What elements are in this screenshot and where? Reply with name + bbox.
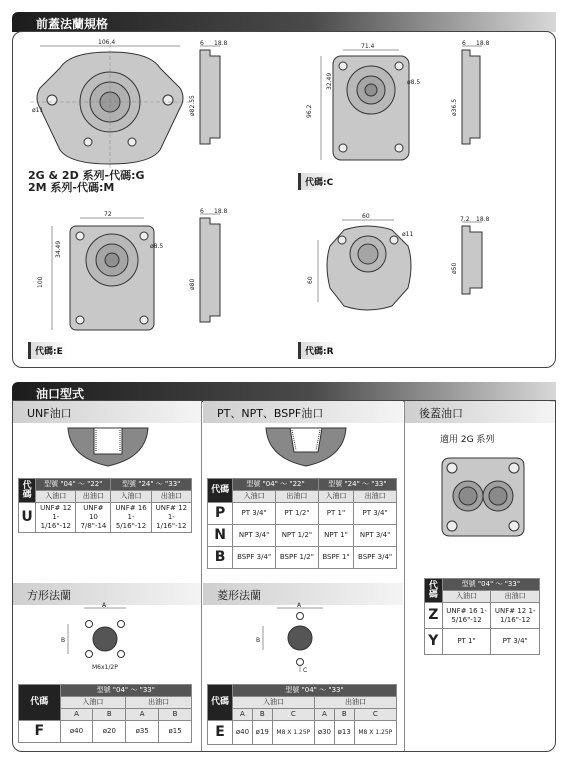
col-header: B [159,709,192,721]
row-code: E [208,721,233,745]
rear-port-drawing [438,452,528,542]
table-cell: ø30 [315,721,335,745]
table-cell: M8 X 1.25P [272,721,314,745]
rear-subtitle: 適用 2G 系列 [440,435,495,445]
flange-e-caption: 代碼:E [28,342,67,359]
row-code: P [208,503,233,525]
table-cell: ø35 [126,721,159,743]
dim-width: 60 [362,213,370,220]
col-header: C [354,709,396,721]
group-header: 型號 "24" ～ "33" [111,479,192,491]
col-header: C [272,709,314,721]
flange-e-front-drawing [30,210,175,338]
caption-line-1: 2G & 2D 系列-代碼:G [28,169,145,182]
table-cell: PT 3/4" [491,629,540,655]
table-cell: NPT 1" [318,525,353,547]
section-header-ports [12,382,556,402]
row-code: N [208,525,233,547]
flange-c-front-drawing [303,42,428,167]
flange-g-front-drawing [30,40,190,175]
pt-title: PT、NPT、BSPF油口 [217,407,324,420]
dim-height-b: 100 [37,276,44,288]
in-header: 入油口 [36,491,76,503]
dim-hole: ø11 [32,107,44,114]
col-header: A [126,709,159,721]
table-cell: BSPF 1/2" [276,547,319,569]
table-cell: PT 3/4" [233,503,276,525]
table-cell: PT 1" [442,629,491,655]
dim-side-b: 18.8 [476,216,490,223]
dim-height-a: 34.49 [55,240,62,258]
dim-side-a: 6 [200,208,204,215]
dim-width: 106.4 [98,39,116,46]
dim-pilot: ø82.55 [189,95,196,116]
dim-pilot: ø50 [451,262,458,274]
dim-width: 71.4 [361,43,375,50]
group-header: 型號 "04" ～ "33" [442,579,539,591]
diamond-table [207,684,397,745]
group-header: 型號 "04" ～ "22" [233,479,319,491]
dim-pilot: ø36.5 [451,98,458,116]
out-header: 出油口 [126,697,192,709]
code-header: 代碼 [19,479,36,503]
flange-r-front-drawing [308,212,428,322]
group-header: 型號 "04" ～ "22" [36,479,111,491]
group-header: 型號 "24" ～ "33" [318,479,396,491]
pt-header [203,401,403,423]
out-header: 出油口 [491,591,540,603]
table-cell: PT 1/2" [276,503,319,525]
section-title: 前蓋法蘭規格 [36,17,109,31]
col-header: A [233,709,253,721]
dim-side-b: 18.8 [476,40,490,47]
dim-side-a: 7.2 [460,216,470,223]
table-cell: ø19 [252,721,272,745]
dim-side-a: 6 [462,40,466,47]
table-row [208,547,397,569]
in-header: 入油口 [60,697,126,709]
dim-height: 60 [307,276,314,284]
dim-b: B [61,637,66,644]
dim-pilot: ø80 [189,278,196,290]
dim-width: 72 [104,211,112,218]
dim-height-b: 96.2 [306,104,313,118]
dim-hole: ø8.5 [150,243,164,250]
rear-header [405,401,555,423]
table-row [425,603,540,629]
dim-side-a: 6 [200,40,204,47]
unf-table [18,478,192,533]
flange-g-caption [28,170,145,194]
out-header: 出油口 [151,491,191,503]
table-row [208,503,397,525]
flange-c-caption: 代碼:C [298,173,337,190]
diamond-title: 菱形法蘭 [217,589,261,602]
table-cell: ø40 [233,721,253,745]
table-cell: M8 X 1.25P [354,721,396,745]
dim-side-b: 18.8 [214,208,228,215]
in-header: 入油口 [233,697,315,709]
table-cell: ø13 [334,721,354,745]
in-header: 入油口 [442,591,491,603]
table-cell: NPT 3/4" [354,525,397,547]
out-header: 出油口 [276,491,319,503]
code-header: 代碼 [425,579,443,603]
column-divider [201,401,202,751]
square-title: 方形法蘭 [27,589,71,602]
unf-title: UNF油口 [27,407,72,420]
table-cell: UNF# 16 1-5/16"-12 [111,503,151,533]
table-row [19,503,192,533]
group-header: 型號 "04" ～ "33" [60,685,191,697]
table-row [208,525,397,547]
unf-header [13,401,201,423]
table-cell: BSPF 3/4" [354,547,397,569]
table-cell: PT 1" [318,503,353,525]
section-header-flange [12,12,556,32]
col-header: A [315,709,335,721]
pt-port-drawing [266,428,346,468]
flange-c-side-drawing [452,42,494,152]
out-header: 出油口 [76,491,111,503]
table-cell: ø40 [60,721,93,743]
table-cell: UNF# 10 7/8"-14 [76,503,111,533]
dim-b: B [256,637,261,644]
code-header: 代碼 [208,479,233,503]
square-flange-drawing [60,602,150,672]
table-row [425,629,540,655]
table-row [208,721,397,745]
caption-line-2: 2M 系列-代碼:M [28,181,115,194]
table-cell: BSPF 3/4" [233,547,276,569]
col-header: B [93,709,126,721]
out-header: 出油口 [315,697,397,709]
table-cell: UNF# 12 1-1/16"-12 [491,603,540,629]
dim-screw: M6x1/2P [92,664,118,671]
in-header: 入油口 [318,491,353,503]
dim-a: A [102,602,107,609]
row-code: Y [425,629,443,655]
in-header: 入油口 [233,491,276,503]
table-cell: ø20 [93,721,126,743]
in-header: 入油口 [111,491,151,503]
table-row [19,721,192,743]
row-code: B [208,547,233,569]
section-title: 油口型式 [36,387,85,401]
flange-e-side-drawing [190,210,232,330]
code-header: 代碼 [19,685,61,721]
diamond-flange-drawing [255,602,345,674]
dim-side-b: 18.8 [214,40,228,47]
rear-title: 後蓋油口 [419,407,463,420]
column-divider [404,401,405,751]
dim-c: C [303,667,308,674]
code-header: 代碼 [208,685,233,721]
table-cell: UNF# 12 1-1/16"-12 [36,503,76,533]
unf-port-drawing [68,428,148,468]
dim-hole: ø11 [402,231,414,238]
col-header: B [334,709,354,721]
table-cell: UNF# 16 1-5/16"-12 [442,603,491,629]
rear-table [424,578,540,655]
flange-g-side-drawing [190,42,232,152]
col-header: B [252,709,272,721]
row-code: U [19,503,36,533]
row-code: F [19,721,61,743]
flange-r-side-drawing [452,218,494,298]
table-cell: UNF# 12 1-1/16"-12 [151,503,191,533]
flange-r-caption: 代碼:R [298,342,338,359]
col-header: A [60,709,93,721]
dim-a: A [297,602,302,609]
table-cell: NPT 1/2" [276,525,319,547]
row-code: Z [425,603,443,629]
table-cell: ø15 [159,721,192,743]
dim-height-a: 32.49 [326,72,333,90]
square-table [18,684,192,743]
out-header: 出油口 [354,491,397,503]
pt-table [207,478,397,569]
table-cell: BSPF 1" [318,547,353,569]
table-cell: PT 3/4" [354,503,397,525]
table-cell: NPT 3/4" [233,525,276,547]
group-header: 型號 "04" ～ "33" [233,685,397,697]
dim-hole: ø8.5 [407,79,421,86]
